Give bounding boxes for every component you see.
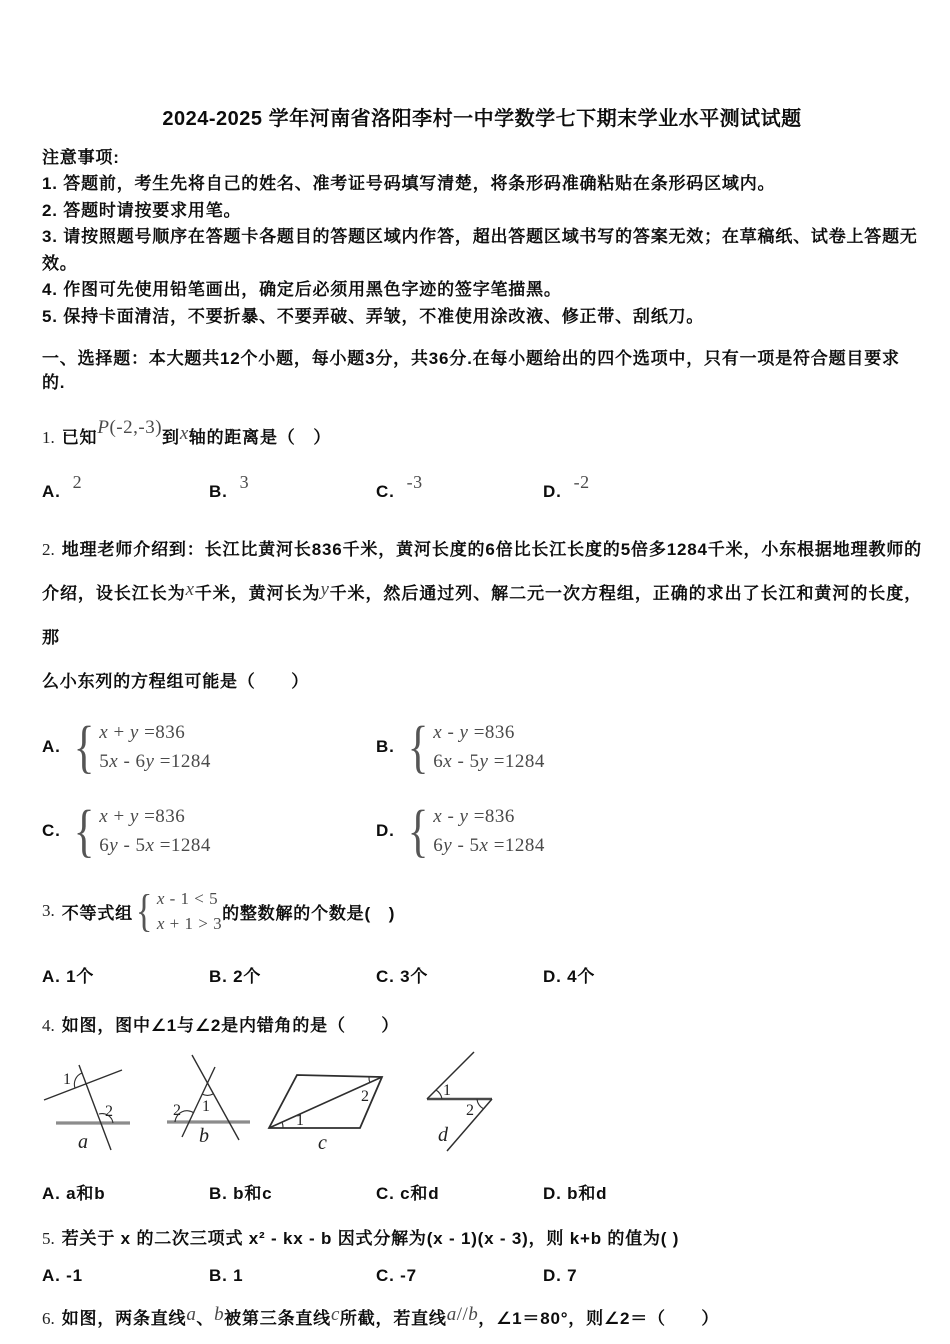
angle-1-label: 1 (63, 1071, 72, 1088)
brace-icon: { (407, 798, 429, 863)
q6-line-c: c (330, 1304, 340, 1325)
q5-number: 5. (42, 1229, 55, 1248)
q2-line-1: 2. 地理老师介绍到：长江比黄河长836千米，黄河长度的6倍比长江长度的5倍多1284千米，小东根据地理教师的 (42, 540, 922, 559)
figure-b (165, 1053, 253, 1145)
q3-text-pre: 不等式组 (61, 903, 133, 923)
q2-option-d: D. { x - y =836 6y - 5x =1284 (376, 798, 545, 863)
figure-b-drawing (165, 1053, 253, 1145)
q6-line-a: a (186, 1304, 197, 1325)
question-3 (42, 886, 922, 936)
q5-text: 若关于 x 的二次三项式 x² - kx - b 因式分解为(x - 1)(x - 3)，则 k+b 的值为( ) (61, 1229, 680, 1248)
notice-item-4: 4. 作图可先使用铅笔画出，确定后必须用黑色字迹的签字笔描黑。 (42, 280, 562, 299)
q4-figures (42, 1045, 922, 1167)
q5-options (42, 1266, 922, 1286)
q2-options-row-2 (42, 798, 922, 863)
q4-text: 如图，图中∠1与∠2是内错角的是（ ） (61, 1016, 400, 1035)
figure-b-name: b (199, 1125, 210, 1145)
q3-inequality-2: x + 1 > 3 (156, 914, 223, 933)
q3-number: 3. (42, 901, 55, 920)
question-4 (42, 1013, 922, 1039)
notice-item-3: 3. 请按照题号顺序在答题卡各题目的答题区域内作答，超出答题区域书写的答案无效；在草稿纸、试卷上答题无效。 (42, 227, 918, 273)
figure-c (260, 1073, 400, 1153)
brace-icon: { (73, 798, 95, 863)
q5-option-d: D. 7 (543, 1266, 578, 1285)
q6-line-b: b (214, 1304, 225, 1325)
q4-option-a: A. a和b (42, 1184, 106, 1203)
q6-number: 6. (42, 1309, 55, 1328)
figure-a (42, 1060, 132, 1152)
angle-2-label: 2 (105, 1103, 114, 1120)
question-6: 6. 如图，两条直线a、b被第三条直线c所截，若直线a//b，∠1＝80°，则∠2＝（ ） (42, 1304, 720, 1328)
angle-1-label: 1 (202, 1098, 211, 1115)
q1-point-math: P(-2,-3) (97, 417, 163, 438)
q4-options (42, 1179, 922, 1204)
q3-option-b: B. 2个 (209, 967, 262, 986)
q4-option-d: D. b和d (543, 1184, 608, 1203)
q2-option-a: A. { x + y =836 5x - 6y =1284 (42, 714, 211, 779)
q3-options (42, 962, 922, 987)
q2-options-row-1 (42, 714, 922, 779)
q3-text-post: 的整数解的个数是( ) (222, 903, 396, 923)
q3-option-a: A. 1个 (42, 967, 95, 986)
angle-1-label: 1 (296, 1112, 305, 1129)
q1-option-d: D. -2 (543, 472, 590, 501)
brace-icon: { (407, 714, 429, 779)
question-5 (42, 1226, 922, 1252)
q2-number: 2. (42, 540, 55, 559)
q2-line-2: 介绍，设长江长为x千米，黄河长为y千米，然后通过列、解二元一次方程组，正确的求出了长江和黄河的长度，那 (42, 579, 922, 647)
q1-option-c: C. -3 (376, 472, 423, 501)
q3-inequality-1: x - 1 < 5 (156, 889, 219, 908)
q6-angle-text: ，∠1＝80°，则∠2＝（ ） (478, 1309, 720, 1328)
q2-option-c: C. { x + y =836 6y - 5x =1284 (42, 798, 211, 863)
figure-c-name: c (318, 1132, 328, 1153)
notice-item-1: 1. 答题前，考生先将自己的姓名、准考证号码填写清楚，将条形码准确粘贴在条形码区域内。 (42, 174, 776, 193)
q2-line-3: 么小东列的方程组可能是（ ） (42, 672, 309, 691)
q1-option-a: A. 2 (42, 472, 83, 501)
question-2 (42, 528, 922, 704)
q3-option-d: D. 4个 (543, 967, 596, 986)
q1-option-b: B. 3 (209, 472, 250, 501)
brace-icon: { (135, 885, 153, 936)
q2-var-x: x (185, 579, 195, 600)
q1-text-post: 轴的距离是（ ） (188, 428, 332, 447)
q2-var-y: y (320, 579, 330, 600)
angle-2-label: 2 (173, 1102, 182, 1119)
q1-axis-math: x (179, 423, 189, 444)
figure-d-name: d (438, 1124, 449, 1146)
section-1-heading: 一、选择题：本大题共12个小题，每小题3分，共36分.在每小题给出的四个选项中，只有一项是符合题目要求的. (42, 349, 900, 392)
q2-option-b: B. { x - y =836 6x - 5y =1284 (376, 714, 545, 779)
figure-a-drawing (42, 1060, 132, 1152)
exam-title: 2024-2025 学年河南省洛阳李村一中学数学七下期末学业水平测试试题 (162, 108, 802, 130)
figure-c-drawing (260, 1073, 400, 1153)
brace-icon: { (73, 714, 95, 779)
q1-text-pre: 已知 (61, 428, 98, 447)
q5-option-b: B. 1 (209, 1266, 244, 1285)
question-1 (42, 417, 922, 451)
figure-d-drawing (410, 1045, 518, 1157)
q6-parallel-expr: a//b (446, 1304, 479, 1325)
figure-a-name: a (78, 1131, 89, 1152)
q4-option-c: C. c和d (376, 1184, 440, 1203)
notice-heading: 注意事项: (42, 148, 120, 167)
q4-option-b: B. b和c (209, 1184, 273, 1203)
notice-item-5: 5. 保持卡面清洁，不要折暴、不要弄破、弄皱，不准使用涂改液、修正带、刮纸刀。 (42, 306, 705, 326)
angle-1-label: 1 (443, 1082, 452, 1099)
q1-options (42, 472, 922, 502)
q5-option-c: C. -7 (376, 1266, 417, 1285)
angle-2-label: 2 (466, 1102, 475, 1119)
q1-number: 1. (42, 428, 55, 447)
notice-item-2: 2. 答题时请按要求用笔。 (42, 200, 242, 220)
angle-2-label: 2 (361, 1088, 370, 1105)
q5-option-a: A. -1 (42, 1266, 83, 1285)
figure-d (410, 1045, 518, 1157)
q3-option-c: C. 3个 (376, 967, 429, 986)
q1-text-mid: 到 (162, 428, 180, 447)
q4-number: 4. (42, 1016, 55, 1035)
